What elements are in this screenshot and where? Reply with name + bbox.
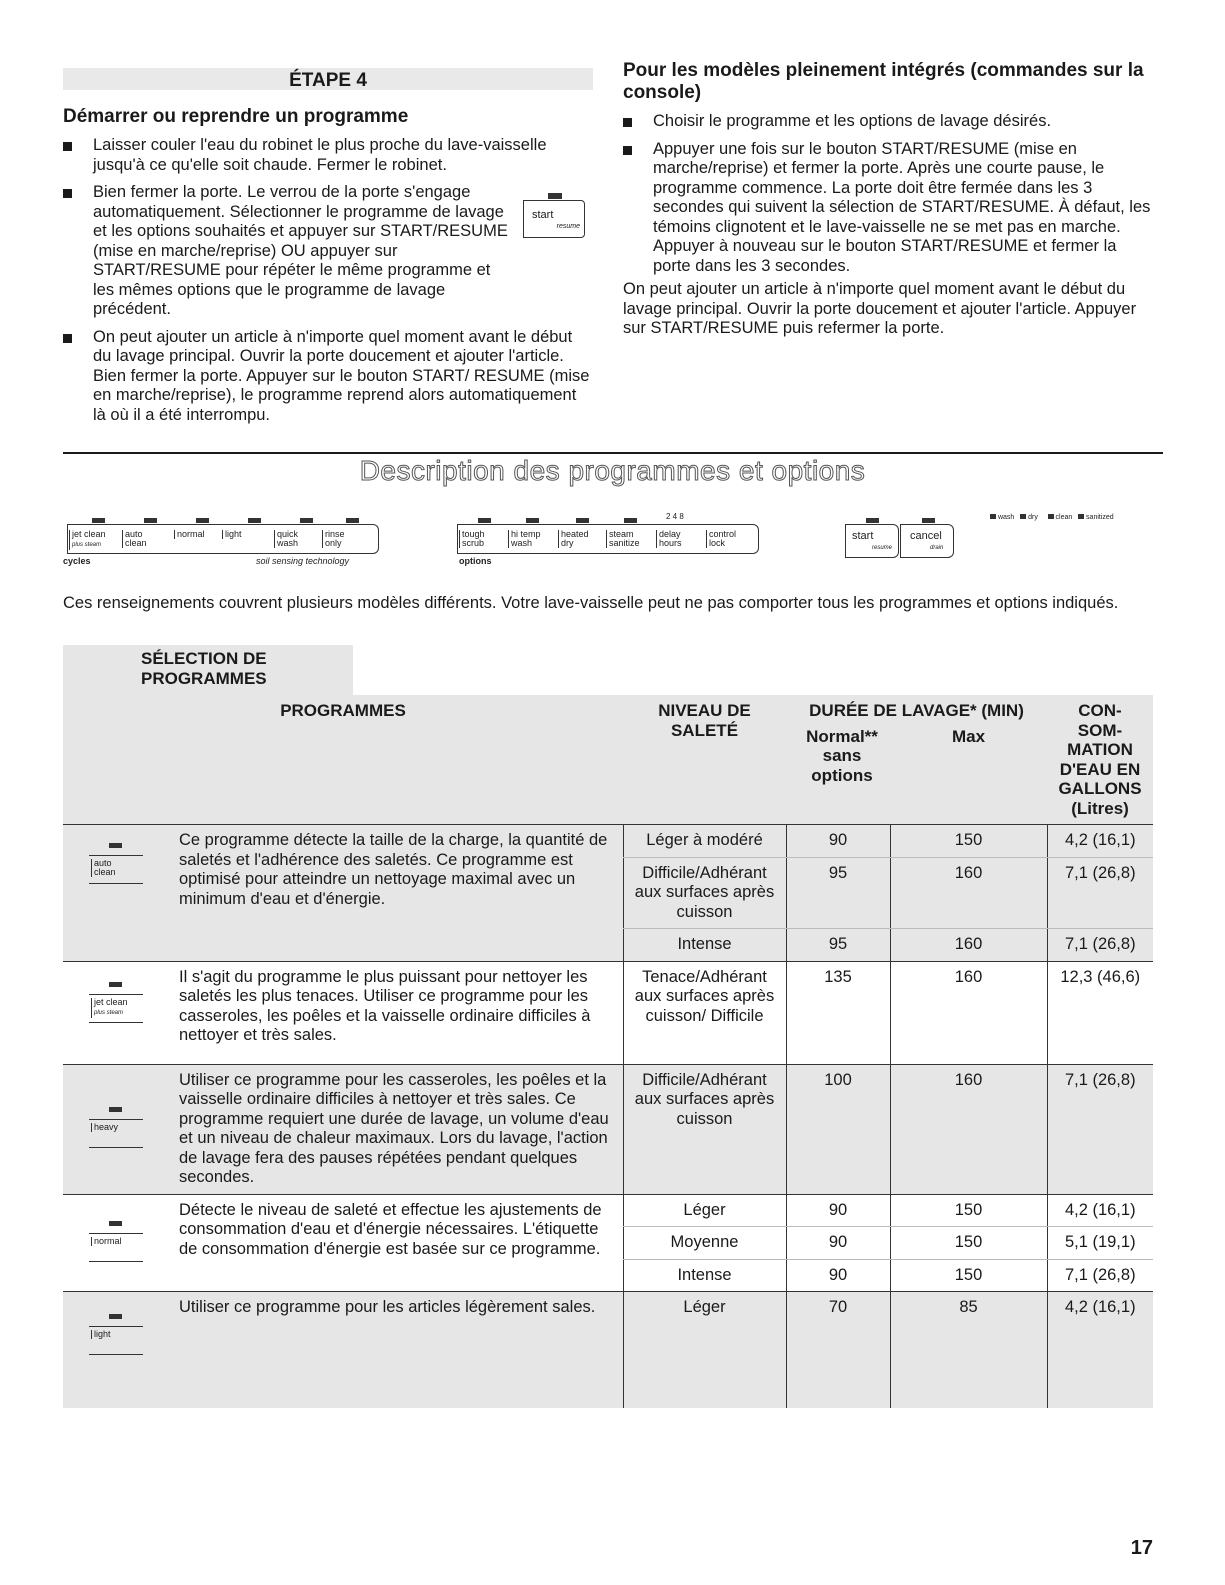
tab-label: SÉLECTION DE	[141, 649, 267, 668]
max-cell: 85	[890, 1292, 1047, 1409]
normal-cell: 100	[786, 1064, 890, 1194]
list-item: On peut ajouter un article à n'importe quel moment avant le début du lavage principal. Ouvrir la porte doucement et ajouter l'article. Bien fermer la porte. Appuyer sur le bouton START/ RESUME (mise en marche/reprise), le programme reprend alors automatiquement là où il a été interrompu.	[63, 328, 593, 426]
conso-cell: 4,2 (16,1)	[1047, 1194, 1153, 1227]
start-button-icon: start resume	[523, 200, 585, 238]
table-header-row	[63, 695, 1153, 825]
max-cell: 150	[890, 1227, 1047, 1260]
normal-cell: 95	[786, 929, 890, 962]
conso-cell: 5,1 (19,1)	[1047, 1227, 1153, 1260]
option-tough-scrub-button: tough scrub	[459, 530, 485, 548]
conso-cell: 7,1 (26,8)	[1047, 929, 1153, 962]
niveau-cell: Léger	[623, 1194, 786, 1227]
intro-paragraph: Ces renseignements couvrent plusieurs modèles différents. Votre lave-vaisselle peut ne pas comporter tous les programmes et options indiqués.	[63, 594, 1119, 612]
option-control-lock-button: control lock	[706, 530, 736, 548]
program-icon-auto-clean: auto clean	[63, 825, 173, 962]
max-cell: 160	[890, 961, 1047, 1064]
option-delay-hours-button: delay hours	[656, 530, 682, 548]
cycle-normal-button: normal	[174, 530, 205, 539]
header-duree: DURÉE DE LAVAGE* (MIN) Normal** sans options Max	[806, 701, 1024, 785]
conso-cell: 7,1 (26,8)	[1047, 1259, 1153, 1292]
cancel-label: cancel	[910, 530, 942, 542]
niveau-cell: Tenace/Adhérant aux surfaces après cuisson/ Difficile	[623, 961, 786, 1064]
niveau-cell: Difficile/Adhérant aux surfaces après cuisson	[623, 1064, 786, 1194]
normal-cell: 95	[786, 857, 890, 929]
cycle-quick-wash-button: quick wash	[274, 530, 298, 548]
cycle-jet-clean-button: jet clean plus steam	[69, 530, 106, 550]
options-label: options	[459, 556, 492, 566]
page-number: 17	[1130, 1537, 1153, 1559]
conso-cell: 4,2 (16,1)	[1047, 825, 1153, 858]
niveau-cell: Moyenne	[623, 1227, 786, 1260]
program-icon-heavy: heavy	[63, 1064, 173, 1194]
right-heading: Pour les modèles pleinement intégrés (commandes sur la console)	[623, 60, 1144, 103]
niveau-cell: Intense	[623, 929, 786, 962]
normal-cell: 90	[786, 1259, 890, 1292]
niveau-cell: Difficile/Adhérant aux surfaces après cuisson	[623, 857, 786, 929]
table-row	[63, 1292, 1153, 1409]
tab-label: PROGRAMMES	[141, 669, 267, 688]
table-row	[63, 1064, 1153, 1194]
control-panel-illustration	[0, 0, 1225, 580]
program-description: Ce programme détecte la taille de la charge, la quantité de saletés et l'adhérence des saletés. Ce programme est optimisé pour atteindre un nettoyage maximal avec un minimum d'eau et d'énergie.	[179, 831, 608, 908]
program-icon-normal: normal	[63, 1194, 173, 1292]
niveau-cell: Léger	[623, 1292, 786, 1409]
table-row	[63, 825, 1153, 858]
status-indicators: wash dry clean sanitized	[990, 514, 1114, 521]
table-row	[63, 961, 1153, 1064]
max-cell: 150	[890, 825, 1047, 858]
program-icon-light: light	[63, 1292, 173, 1409]
header-programmes: PROGRAMMES	[280, 701, 406, 720]
list-item: Appuyer une fois sur le bouton START/RESUME (mise en marche/reprise) et fermer la porte. Après une courte pause, le programme commence. La porte doit être fermée dans les 3 secondes qui suivent la sélection de START/RESUME. À défaut, les témoins clignotent et le lave-vaisselle ne se met pas en marche. Appuyer à nouveau sur le bouton START/RESUME et fermer la porte dans les 3 secondes.	[623, 140, 1153, 277]
delay-hours-indicators: 2 4 8	[666, 512, 684, 521]
list-item: Choisir le programme et les options de lavage désirés.	[623, 112, 1153, 132]
table-tab	[63, 645, 353, 695]
max-cell: 160	[890, 929, 1047, 962]
program-description: Utiliser ce programme pour les articles légèrement sales.	[179, 1298, 596, 1316]
right-paragraph: On peut ajouter un article à n'importe quel moment avant le début du lavage principal. Ouvrir la porte doucement et ajouter l'article. Appuyer sur START/RESUME puis refermer la porte.	[623, 280, 1137, 337]
program-description: Détecte le niveau de saleté et effectue les ajustements de consommation d'eau et d'énergie nécessaires. L'étiquette de consommation d'énergie est basée sur ce programme.	[179, 1200, 602, 1258]
header-consommation: CON- SOM- MATION D'EAU EN GALLONS (Litres)	[1058, 701, 1142, 818]
normal-cell: 135	[786, 961, 890, 1064]
cycle-auto-clean-button: auto clean	[122, 530, 147, 548]
soil-sensing-label: soil sensing technology	[256, 556, 350, 566]
max-cell: 150	[890, 1194, 1047, 1227]
normal-cell: 90	[786, 825, 890, 858]
max-cell: 160	[890, 857, 1047, 929]
max-cell: 150	[890, 1259, 1047, 1292]
drain-label: drain	[930, 545, 944, 551]
start-label: start	[852, 530, 874, 542]
header-niveau: NIVEAU DE SALETÉ	[658, 701, 751, 740]
cycle-rinse-only-button: rinse only	[322, 530, 345, 548]
conso-cell: 7,1 (26,8)	[1047, 1064, 1153, 1194]
niveau-cell: Intense	[623, 1259, 786, 1292]
niveau-cell: Léger à modéré	[623, 825, 786, 858]
max-cell: 160	[890, 1064, 1047, 1194]
programs-table	[63, 695, 1153, 1408]
table-row	[63, 1194, 1153, 1227]
normal-cell: 90	[786, 1194, 890, 1227]
normal-cell: 70	[786, 1292, 890, 1409]
list-item: Bien fermer la porte. Le verrou de la porte s'engage automatiquement. Sélectionner le programme de lavage et les options souhaités et appuyer sur START/RESUME (mise en marche/reprise) OU appuyer sur START/RESUME pour répéter le même programme et les mêmes options que le programme de lavage précédent.	[63, 183, 593, 320]
program-description: Utiliser ce programme pour les casseroles, les poêles et la vaisselle ordinaire difficiles à nettoyer et très sales. Ce programme requiert une durée de lavage, un volume d'eau et un niveau de chaleur maximaux. Lors du lavage, l'action de lavage fera des pauses répétées pendant quelques secondes.	[179, 1070, 609, 1186]
option-heated-dry-button: heated dry	[558, 530, 589, 548]
list-item: Laisser couler l'eau du robinet le plus proche du lave-vaisselle jusqu'à ce qu'elle soit chaude. Fermer le robinet.	[63, 136, 593, 175]
conso-cell: 7,1 (26,8)	[1047, 857, 1153, 929]
option-steam-sanitize-button: steam sanitize	[606, 530, 640, 548]
step-banner: ÉTAPE 4	[63, 68, 593, 90]
conso-cell: 12,3 (46,6)	[1047, 961, 1153, 1064]
left-heading: Démarrer ou reprendre un programme	[63, 106, 409, 127]
option-hi-temp-wash-button: hi temp wash	[508, 530, 541, 548]
program-description: Il s'agit du programme le plus puissant pour nettoyer les saletés les plus tenaces. Utiliser ce programme pour les casseroles, les poêles et la vaisselle ordinaire difficiles à nettoyer et très sales.	[179, 967, 591, 1044]
program-icon-jet-clean: jet clean plus steam	[63, 961, 173, 1064]
section-title: Description des programmes et options	[359, 455, 866, 486]
conso-cell: 4,2 (16,1)	[1047, 1292, 1153, 1409]
cycles-label: cycles	[63, 556, 91, 566]
cycle-light-button: light	[222, 530, 242, 539]
normal-cell: 90	[786, 1227, 890, 1260]
resume-label: resume	[872, 545, 893, 551]
